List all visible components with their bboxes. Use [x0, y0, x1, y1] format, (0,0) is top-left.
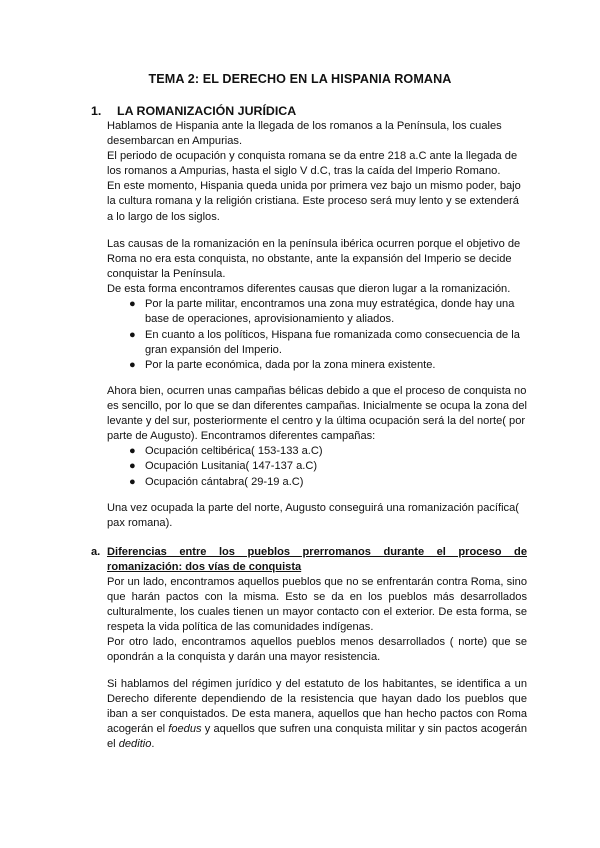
section-number: 1. — [91, 104, 102, 118]
bullet-icon: ● — [129, 445, 136, 458]
campaigns-list — [107, 444, 527, 489]
list-item: ● Ocupación cántabra( 29-19 a.C) — [107, 475, 527, 490]
intro-block — [107, 119, 527, 225]
subsection-label: a. — [91, 546, 101, 558]
bullet-icon: ● — [129, 460, 136, 473]
bullet-icon: ● — [129, 328, 136, 341]
paragraph: Una vez ocupada la parte del norte, Augusto conseguirá una romanización pacífica( pax romana). — [107, 502, 519, 530]
list-item: ● Ocupación Lusitania( 147-137 a.C) — [107, 459, 527, 474]
list-item: ● Por la parte económica, dada por la zona minera existente. — [107, 358, 527, 373]
term-foedus: foedus — [168, 723, 202, 736]
list-item: ● Ocupación celtibérica( 153-133 a.C) — [107, 444, 527, 459]
paragraph: Por un lado, encontramos aquellos pueblos que no se enfrentarán contra Roma, sino que harán pactos con la misma. Esto se da en los pueblos más desarrollados culturalmente, los cuales tienen un mayor contacto con el exterior. De esta forma, se respeta la vida política de las comunidades indígenas. — [107, 576, 527, 634]
paragraph: Hablamos de Hispania ante la llegada de los romanos a la Península, los cuales desembarcan en Ampurias. — [107, 120, 502, 148]
term-deditio: deditio — [118, 738, 152, 751]
causes-list — [107, 297, 527, 372]
paragraph: Por otro lado, encontramos aquellos pueblos menos desarrollados ( norte) que se opondrán a la conquista y darán una mayor resistencia. — [107, 636, 527, 664]
paragraph: El periodo de ocupación y conquista romana se da entre 218 a.C ante la llegada de los romanos a Ampurias, hasta el siglo V d.C, tras la caída del Imperio Romano. — [107, 150, 518, 178]
paragraph: Ahora bien, ocurren unas campañas bélicas debido a que el proceso de conquista no es sencillo, por lo que se dan diferentes campañas. Inicialmente se ocupa la zona del levante y del sur, posteriormente el centro y la última ocupación será la del norte( por parte de Augusto). Encontramos diferentes campañas: — [107, 385, 527, 443]
bullet-icon: ● — [129, 358, 136, 371]
regime-block — [107, 677, 527, 752]
north-block — [107, 501, 527, 531]
list-item: ● En cuanto a los políticos, Hispana fue romanizada como consecuencia de la gran expansión del Imperio. — [129, 328, 520, 356]
paragraph: Las causas de la romanización en la península ibérica ocurren porque el objetivo de Roma no era esta conquista, no obstante, ante la expansión del Imperio se decide conquistar la Península. — [107, 238, 521, 281]
subsection-heading-line: Diferencias entre los pueblos prerromanos durante el proceso de — [107, 546, 527, 558]
bullet-icon: ● — [129, 298, 136, 311]
list-item: ● Por la parte militar, encontramos una zona muy estratégica, donde hay una base de operaciones, aprovisionamiento y aliados. — [129, 298, 515, 326]
causes-block — [107, 237, 527, 373]
page-title: TEMA 2: EL DERECHO EN LA HISPANIA ROMANA — [148, 72, 452, 86]
bullet-icon: ● — [129, 475, 136, 488]
section-heading-text: LA ROMANIZACIÓN JURÍDICA — [117, 104, 297, 118]
campaigns-block — [107, 384, 527, 490]
paragraph: De esta forma encontramos diferentes causas que dieron lugar a la romanización. — [107, 283, 511, 296]
subsection-heading-line: romanización: dos vías de conquista — [107, 561, 302, 574]
section-heading — [91, 104, 296, 119]
paragraph: Si hablamos del régimen jurídico y del estatuto de los habitantes, se identifica a un Derecho diferente dependiendo de la resistencia que hayan dado los pueblos que iban a ser conquistados. De esta manera, aquellos que han hecho pactos con Roma acogerán el foedus y aquellos que sufren una conquista militar y sin pactos acogerán el deditio. — [107, 678, 528, 751]
subsection-heading — [91, 545, 527, 575]
paragraph: En este momento, Hispania queda unida por primera vez bajo un mismo poder, bajo la cultura romana y la religión cristiana. Este proceso será muy lento y se extenderá a lo largo de los siglos. — [107, 180, 521, 223]
subsection-block — [107, 575, 527, 666]
